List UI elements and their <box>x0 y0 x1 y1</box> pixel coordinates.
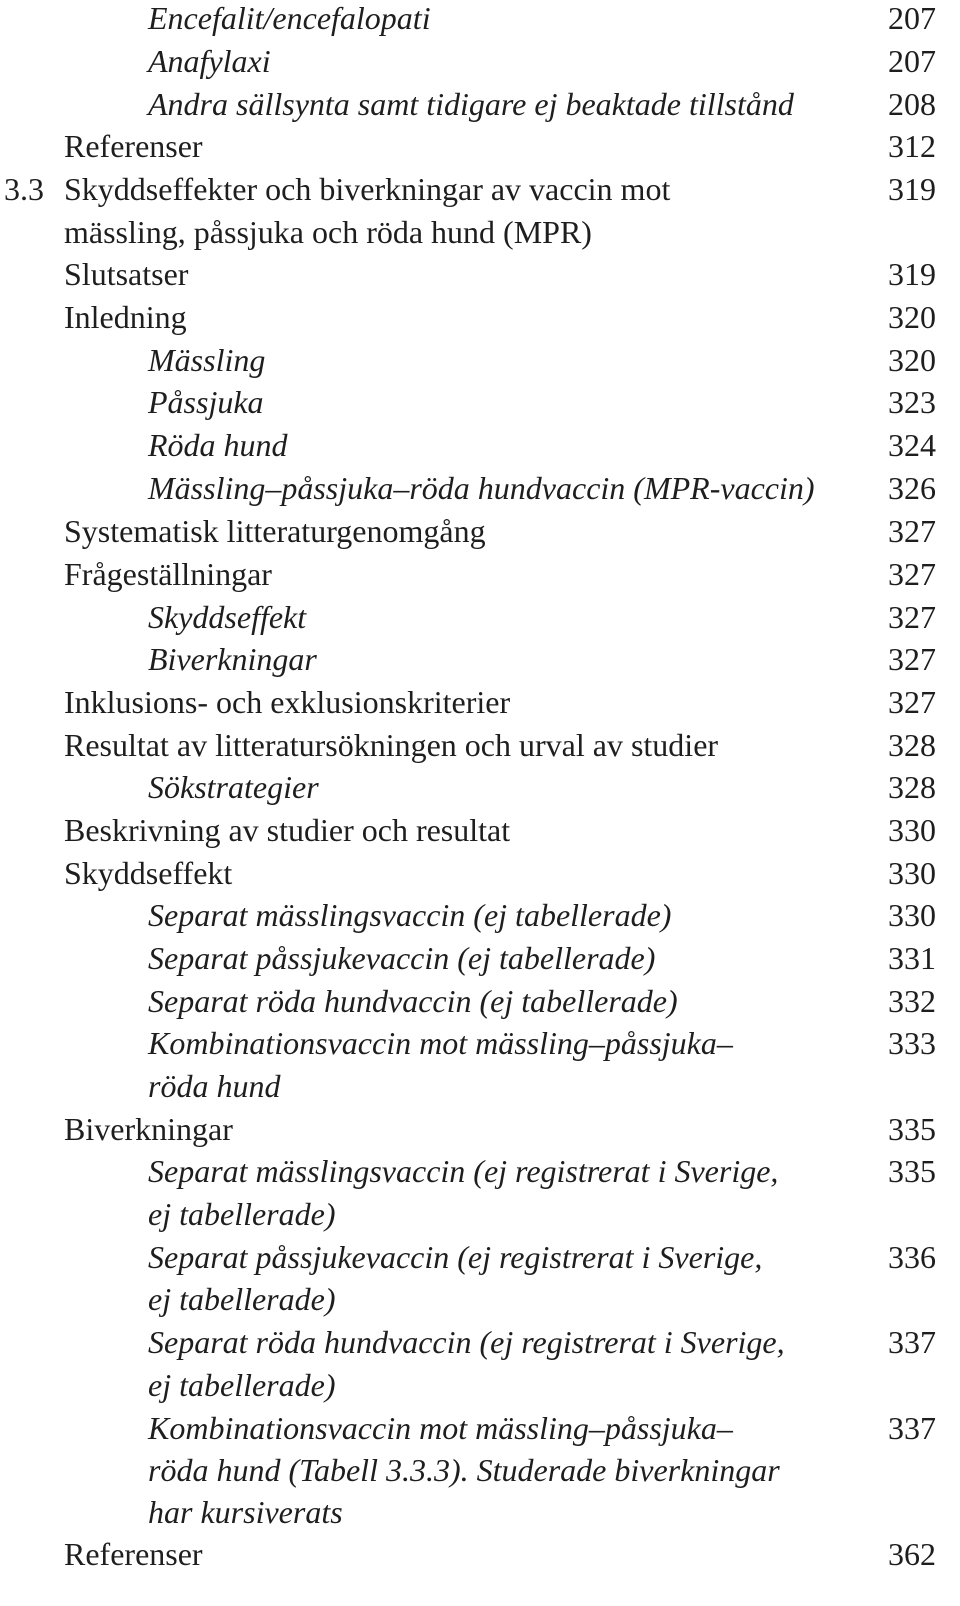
toc-entry-title-cont: mässling, påssjuka och röda hund (MPR) <box>64 214 592 250</box>
toc-entry-page: 327 <box>888 556 936 592</box>
toc-entry-page: 330 <box>888 897 936 933</box>
toc-entry <box>0 765 960 809</box>
toc-entry <box>0 808 960 852</box>
toc-entry-title: Separat mässlingsvaccin (ej registrerat i Sverige, <box>148 1153 779 1189</box>
toc-entry-page: 335 <box>888 1153 936 1189</box>
toc-entry-title: Inledning <box>64 299 187 335</box>
toc-entry-page: 312 <box>888 128 936 164</box>
toc-entry-page: 319 <box>888 256 936 292</box>
toc-entry-page: 324 <box>888 427 936 463</box>
toc-entry-page: 327 <box>888 684 936 720</box>
toc-entry-title: Beskrivning av studier och resultat <box>64 812 511 848</box>
toc-entry-title-cont: ej tabellerade) <box>148 1196 336 1232</box>
toc-entry <box>0 936 960 980</box>
toc-entry-page: 328 <box>888 769 936 805</box>
toc-entry <box>0 466 960 510</box>
toc-entry-title: Mässling–påssjuka–röda hundvaccin (MPR-vaccin) <box>148 470 815 506</box>
toc-entry-page: 333 <box>888 1025 936 1061</box>
toc-entry-continuation <box>0 1363 960 1407</box>
toc-entry-page: 336 <box>888 1239 936 1275</box>
toc-entry-title: Slutsatser <box>64 256 189 292</box>
toc-entry-page: 330 <box>888 855 936 891</box>
toc-entry-title: Separat röda hundvaccin (ej tabellerade) <box>148 983 678 1019</box>
toc-entry <box>0 295 960 339</box>
toc-entry-title: Separat påssjukevaccin (ej registrerat i Sverige, <box>148 1239 763 1275</box>
toc-entry-title-cont: har kursiverats <box>148 1494 343 1530</box>
toc-entry <box>0 552 960 596</box>
toc-entry-title: Röda hund <box>148 427 288 463</box>
toc-entry-title: Referenser <box>64 1536 203 1572</box>
toc-entry-title: Separat mässlingsvaccin (ej tabellerade) <box>148 897 672 933</box>
toc-entry <box>0 1235 960 1279</box>
toc-entry-page: 320 <box>888 299 936 335</box>
toc-entry-page: 319 <box>888 171 936 207</box>
toc-entry <box>0 893 960 937</box>
toc-entry <box>0 252 960 296</box>
toc-entry <box>0 1021 960 1065</box>
toc-entry-page: 362 <box>888 1536 936 1572</box>
toc-entry <box>0 1532 960 1576</box>
toc-entry-continuation <box>0 1277 960 1321</box>
toc-entry <box>0 124 960 168</box>
toc-entry <box>0 0 960 40</box>
toc-entry-page: 327 <box>888 599 936 635</box>
toc-entry-title: Anafylaxi <box>148 43 271 79</box>
toc-entry-page: 332 <box>888 983 936 1019</box>
toc-entry-title: Biverkningar <box>148 641 317 677</box>
toc-entry-title-cont: röda hund <box>148 1068 281 1104</box>
toc-entry <box>0 82 960 126</box>
toc-entry-title-cont: ej tabellerade) <box>148 1367 336 1403</box>
toc-entry <box>0 851 960 895</box>
toc-entry <box>0 380 960 424</box>
toc-entry-title: Sökstrategier <box>148 769 319 805</box>
toc-entry <box>0 338 960 382</box>
toc-entry <box>0 39 960 83</box>
toc-entry-page: 207 <box>888 43 936 79</box>
toc-entry-title: Skyddseffekt <box>148 599 307 635</box>
toc-entry-page: 326 <box>888 470 936 506</box>
toc-entry-page: 331 <box>888 940 936 976</box>
toc-entry <box>0 637 960 681</box>
toc-entry <box>0 680 960 724</box>
toc-entry-title: Biverkningar <box>64 1111 233 1147</box>
toc-entry <box>0 509 960 553</box>
toc-entry-title: Frågeställningar <box>64 556 272 592</box>
toc-entry-continuation <box>0 1192 960 1236</box>
toc-entry-title: Referenser <box>64 128 203 164</box>
toc-entry-title: Systematisk litteraturgenomgång <box>64 513 486 549</box>
toc-entry-page: 337 <box>888 1324 936 1360</box>
toc-entry-title-cont: ej tabellerade) <box>148 1281 336 1317</box>
toc-entry-title: Separat röda hundvaccin (ej registrerat i Sverige, <box>148 1324 785 1360</box>
toc-entry-title: Påssjuka <box>148 384 264 420</box>
toc-entry <box>0 1406 960 1450</box>
toc-entry-page: 323 <box>888 384 936 420</box>
toc-entry-continuation <box>0 1490 960 1534</box>
toc-entry-title: Skyddseffekt <box>64 855 233 891</box>
toc-entry <box>0 1320 960 1364</box>
toc-entry-title: Resultat av litteratursökningen och urval av studier <box>64 727 719 763</box>
toc-entry-title: Skyddseffekter och biverkningar av vaccin mot <box>64 171 671 207</box>
toc-entry-page: 320 <box>888 342 936 378</box>
toc-entry-continuation <box>0 210 960 254</box>
toc-entry-title-cont: röda hund (Tabell 3.3.3). Studerade biverkningar <box>148 1452 780 1488</box>
toc-entry-title: Inklusions- och exklusionskriterier <box>64 684 511 720</box>
toc-entry-page: 327 <box>888 641 936 677</box>
toc-entry-page: 328 <box>888 727 936 763</box>
toc-entry <box>0 1149 960 1193</box>
toc-entry-page: 330 <box>888 812 936 848</box>
toc-entry-title: Andra sällsynta samt tidigare ej beaktade tillstånd <box>148 86 794 122</box>
toc-entry-continuation <box>0 1448 960 1492</box>
toc-entry <box>0 423 960 467</box>
toc-entry <box>0 979 960 1023</box>
toc-entry-title: Kombinationsvaccin mot mässling–påssjuka– <box>148 1410 733 1446</box>
toc-entry-page: 207 <box>888 0 936 36</box>
toc-entry-page: 327 <box>888 513 936 549</box>
toc-entry-page: 208 <box>888 86 936 122</box>
toc-entry <box>0 1107 960 1151</box>
toc-chapter-number: 3.3 <box>4 171 44 207</box>
toc-entry <box>0 595 960 639</box>
toc-entry-title: Separat påssjukevaccin (ej tabellerade) <box>148 940 656 976</box>
toc-entry-title: Kombinationsvaccin mot mässling–påssjuka– <box>148 1025 733 1061</box>
toc-entry-title: Mässling <box>148 342 266 378</box>
toc-entry <box>0 723 960 767</box>
toc-chapter-entry <box>0 167 960 211</box>
toc-entry-page: 337 <box>888 1410 936 1446</box>
toc-entry-continuation <box>0 1064 960 1108</box>
toc-entry-title: Encefalit/encefalopati <box>148 0 431 36</box>
toc-entry-page: 335 <box>888 1111 936 1147</box>
